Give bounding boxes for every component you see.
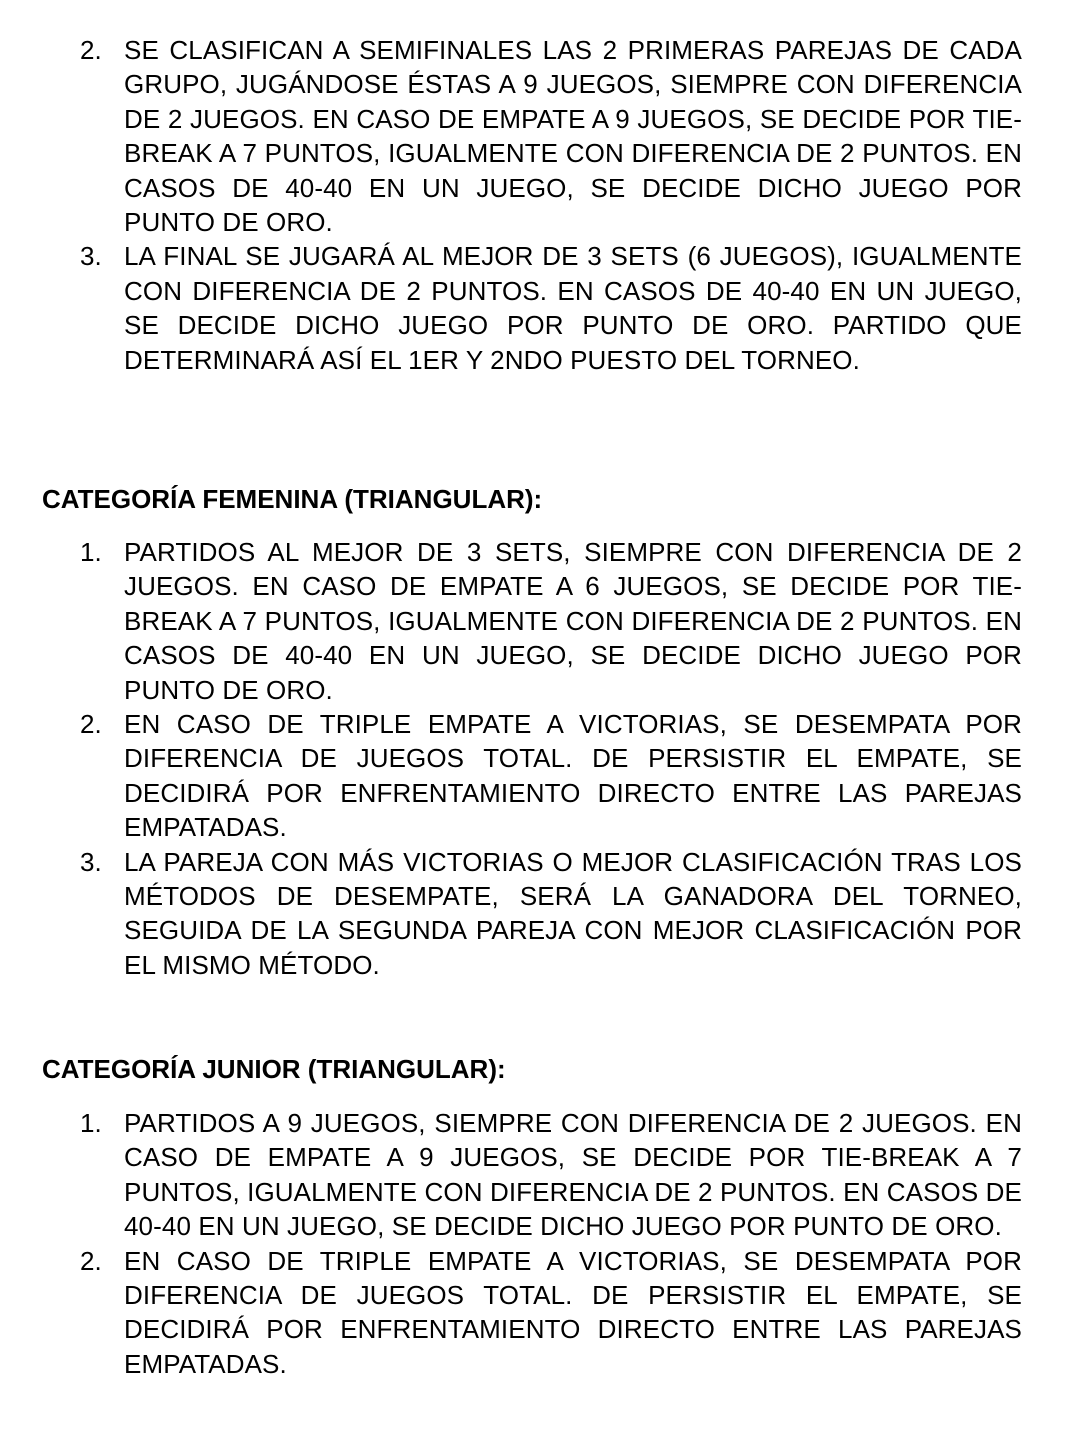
list-item-number: 2. <box>80 709 102 740</box>
list-item-number: 1. <box>80 1108 102 1138</box>
list-item <box>80 33 1022 239</box>
list-item-number: 2. <box>80 35 102 65</box>
list-item <box>80 239 1022 377</box>
rules-list-femenina <box>80 535 1022 982</box>
list-item-text: LA PAREJA CON MÁS VICTORIAS O MEJOR CLASIFICACIÓN TRAS LOS MÉTODOS DE DESEMPATE, SERÁ LA GANADORA DEL TORNEO, SEGUIDA DE LA SEGUNDA PAREJA CON MEJOR CLASIFICACIÓN POR EL MISMO MÉTODO. <box>124 846 1022 980</box>
list-item-text: EN CASO DE TRIPLE EMPATE A VICTORIAS, SE DESEMPATA POR DIFERENCIA DE JUEGOS TOTAL. DE PERSISTIR EL EMPATE, SE DECIDIRÁ POR ENFRENTAMIENTO DIRECTO ENTRE LAS PAREJAS EMPATADAS. <box>124 1245 1022 1379</box>
list-item-number: 1. <box>80 537 102 567</box>
list-item <box>80 845 1022 983</box>
list-item <box>80 1106 1022 1244</box>
list-item-number: 2. <box>80 1245 102 1276</box>
list-item <box>80 535 1022 707</box>
rules-list-previous-category <box>80 33 1022 377</box>
list-item <box>80 1244 1022 1382</box>
list-item-number: 3. <box>80 241 102 272</box>
section-heading-junior: CATEGORÍA JUNIOR (TRIANGULAR): <box>42 1054 506 1084</box>
list-item <box>80 707 1022 845</box>
list-item-text: PARTIDOS AL MEJOR DE 3 SETS, SIEMPRE CON DIFERENCIA DE 2 JUEGOS. EN CASO DE EMPATE A 6 JUEGOS, SE DECIDE POR TIE-BREAK A 7 PUNTOS, IGUALMENTE CON DIFERENCIA DE 2 PUNTOS. EN CASOS DE 40-40 EN UN JUEGO, SE DECIDE DICHO JUEGO POR PUNTO DE ORO. <box>124 537 1022 705</box>
rules-list-junior <box>80 1106 1022 1381</box>
list-item-text: EN CASO DE TRIPLE EMPATE A VICTORIAS, SE DESEMPATA POR DIFERENCIA DE JUEGOS TOTAL. DE PERSISTIR EL EMPATE, SE DECIDIRÁ POR ENFRENTAMIENTO DIRECTO ENTRE LAS PAREJAS EMPATADAS. <box>124 709 1022 843</box>
list-item-text: SE CLASIFICAN A SEMIFINALES LAS 2 PRIMERAS PAREJAS DE CADA GRUPO, JUGÁNDOSE ÉSTAS A 9 JUEGOS, SIEMPRE CON DIFERENCIA DE 2 JUEGOS. EN CASO DE EMPATE A 9 JUEGOS, SE DECIDE POR TIE-BREAK A 7 PUNTOS, IGUALMENTE CON DIFERENCIA DE 2 PUNTOS. EN CASOS DE 40-40 EN UN JUEGO, SE DECIDE DICHO JUEGO POR PUNTO DE ORO. <box>124 35 1022 238</box>
list-item-number: 3. <box>80 846 102 877</box>
list-item-text: LA FINAL SE JUGARÁ AL MEJOR DE 3 SETS (6 JUEGOS), IGUALMENTE CON DIFERENCIA DE 2 PUNTOS. EN CASOS DE 40-40 EN UN JUEGO, SE DECIDE DICHO JUEGO POR PUNTO DE ORO. PARTIDO QUE DETERMINARÁ ASÍ EL 1ER Y 2NDO PUESTO DEL TORNEO. <box>124 241 1022 375</box>
list-item-text: PARTIDOS A 9 JUEGOS, SIEMPRE CON DIFERENCIA DE 2 JUEGOS. EN CASO DE EMPATE A 9 JUEGOS, SE DECIDE POR TIE-BREAK A 7 PUNTOS, IGUALMENTE CON DIFERENCIA DE 2 PUNTOS. EN CASOS DE 40-40 EN UN JUEGO, SE DECIDE DICHO JUEGO POR PUNTO DE ORO. <box>124 1108 1022 1242</box>
section-heading-femenina: CATEGORÍA FEMENINA (TRIANGULAR): <box>42 484 543 514</box>
